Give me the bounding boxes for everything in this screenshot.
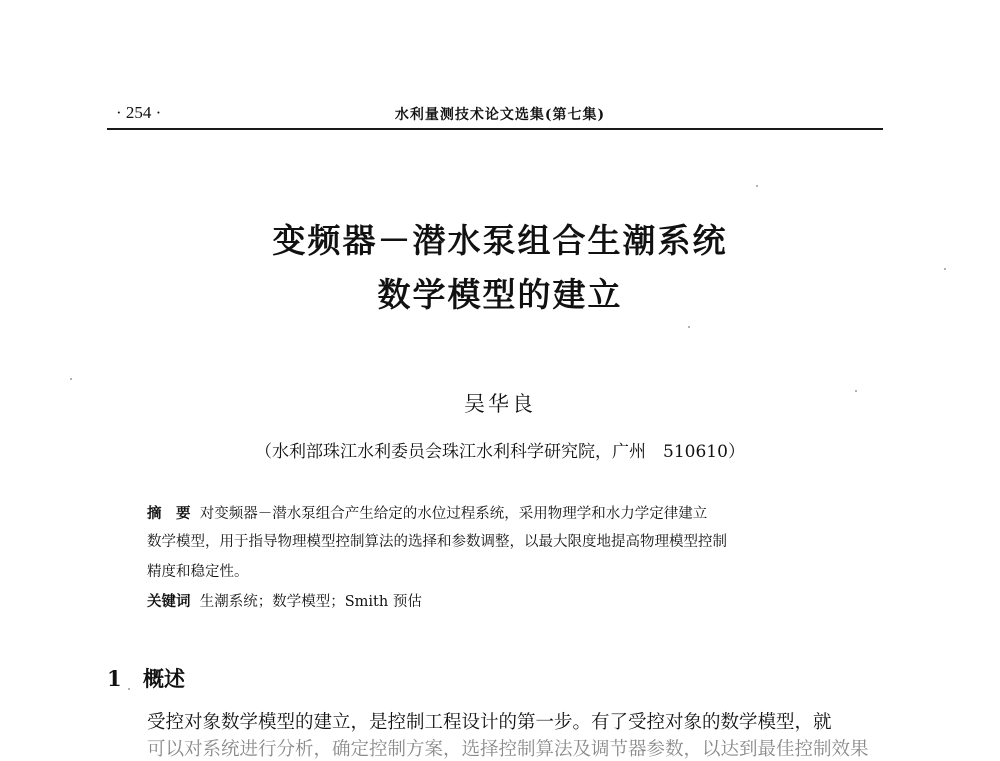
author-name: 吴华良 <box>464 392 536 416</box>
scan-speck <box>855 390 857 392</box>
section-heading <box>107 663 185 693</box>
running-header-title: 水利量测技术论文选集(第七集) <box>394 107 606 123</box>
paper-title-line-2: 数学模型的建立 <box>377 275 623 314</box>
abstract-line-1 <box>147 502 707 523</box>
author-affiliation: （水利部珠江水利委员会珠江水利科学研究院，广州 510610） <box>255 442 745 462</box>
abstract-line-2: 数学模型，用于指导物理模型控制算法的选择和参数调整，以最大限度地提高物理模型控制 <box>147 534 727 550</box>
scan-speck <box>70 378 72 380</box>
abstract-line-3: 精度和稳定性。 <box>147 564 249 580</box>
abstract-text-1: 对变频器－潜水泵组合产生给定的水位过程系统，采用物理学和水力学定律建立 <box>199 506 708 522</box>
keywords-text: 生潮系统；数学模型；Smith 预估 <box>199 594 422 610</box>
header-rule <box>107 128 883 130</box>
page-number: · 254 · <box>116 103 162 122</box>
scan-speck <box>128 688 130 690</box>
abstract-label: 摘 要 <box>147 505 191 522</box>
keywords-line <box>147 590 422 611</box>
scan-speck <box>944 268 946 270</box>
body-paragraph-line-2-cut-off: 可以对系统进行分析，确定控制方案，选择控制算法及调节器参数，以达到最佳控制效果 <box>147 739 869 760</box>
keywords-label: 关键词 <box>147 593 191 610</box>
section-title: 概述 <box>143 666 185 691</box>
scan-speck <box>688 326 690 328</box>
section-number: 1 <box>107 666 122 691</box>
body-paragraph-line-1: 受控对象数学模型的建立，是控制工程设计的第一步。有了受控对象的数学模型，就 <box>147 712 832 733</box>
paper-title-line-1: 变频器－潜水泵组合生潮系统 <box>272 221 728 260</box>
scan-speck <box>756 185 758 187</box>
